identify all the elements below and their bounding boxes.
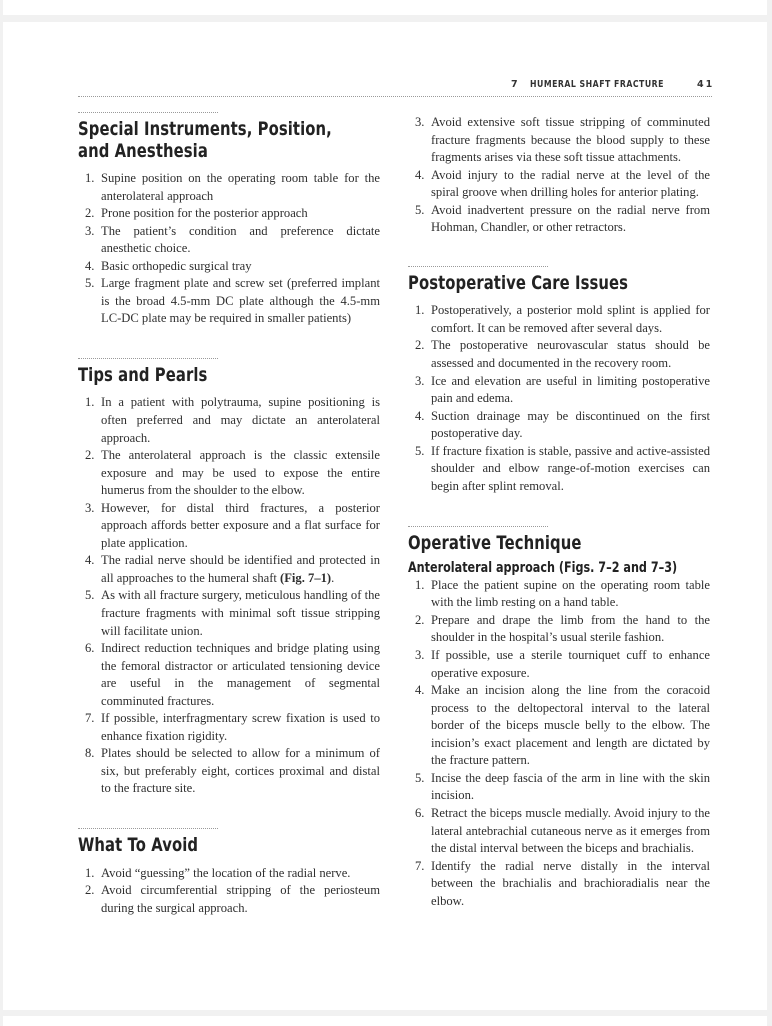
list-item-number: 4. <box>85 553 95 568</box>
list-item-number: 5. <box>85 588 95 603</box>
list-item-number: 5. <box>415 770 425 785</box>
list-item <box>408 373 710 408</box>
list-item-text: Prepare and drape the limb from the hand to the shoulder in the hospital’s usual sterile fashion. <box>431 612 710 645</box>
list-item-text: As with all fracture surgery, meticulous handling of the fracture fragments with minimal soft tissue stripping will facilitate union. <box>101 588 380 638</box>
numbered-list <box>78 865 380 918</box>
list-item-text: If possible, use a sterile tourniquet cuff to enhance operative exposure. <box>431 648 710 680</box>
list-item-text: Ice and elevation are useful in limiting postoperative pain and edema. <box>431 373 710 406</box>
list-item-number: 4. <box>415 167 425 182</box>
list-item <box>408 647 710 682</box>
numbered-list <box>408 114 710 237</box>
list-item-text: Indirect reduction techniques and bridge plating using the femoral distractor or articulated tensioning device are useful in the management of segmental comminuted fractures. <box>101 641 380 708</box>
left-column <box>78 112 380 917</box>
list-item <box>408 443 710 496</box>
list-item-text: Supine position on the operating room table for the anterolateral approach <box>101 171 380 203</box>
subsection-heading: Anterolateral approach (Figs. 7–2 and 7–3) <box>408 559 678 576</box>
list-item-number: 1. <box>415 577 425 592</box>
list-item-text: Avoid circumferential stripping of the periosteum during the surgical approach. <box>101 883 380 915</box>
list-item <box>78 205 380 223</box>
list-item <box>408 114 710 167</box>
list-item-number: 3. <box>415 373 425 388</box>
list-item <box>408 577 710 612</box>
numbered-list <box>78 394 380 798</box>
section-postoperative-care <box>408 266 710 496</box>
list-item-number: 7. <box>85 711 95 726</box>
list-item-text: Place the patient supine on the operating room table with the limb resting on a hand table. <box>431 577 710 610</box>
list-item-text: Postoperatively, a posterior mold splint is applied for comfort. It can be removed after several days. <box>431 303 710 335</box>
page-number: 41 <box>697 79 715 90</box>
section-heading: What To Avoid <box>78 834 199 856</box>
list-item <box>78 710 380 745</box>
list-item <box>408 202 710 237</box>
list-item <box>78 394 380 447</box>
list-item <box>78 447 380 500</box>
list-item-text: Avoid inadvertent pressure on the radial nerve from Hohman, Chandler, or other retractors. <box>431 202 710 235</box>
list-item-number: 2. <box>415 612 425 627</box>
list-item-text: Suction drainage may be discontinued on the first postoperative day. <box>431 408 710 441</box>
list-item <box>408 167 710 202</box>
previous-page-edge <box>3 0 767 15</box>
list-item <box>78 587 380 640</box>
list-item <box>78 223 380 258</box>
section-divider <box>78 112 218 113</box>
list-item-number: 4. <box>415 408 425 423</box>
list-item-number: 1. <box>85 395 95 410</box>
list-item-number: 2. <box>85 883 95 898</box>
chapter-number: 7 <box>511 79 519 90</box>
numbered-list <box>78 170 380 328</box>
numbered-list <box>408 302 710 495</box>
list-item <box>408 805 710 858</box>
list-item-text: Make an incision along the line from the coracoid process to the deltopectoral interval to the lateral border of the biceps muscle belly to the elbow. The incision’s exact placement and length are dictated by the fracture pattern. <box>431 683 710 768</box>
list-item <box>78 500 380 553</box>
list-item-number: 2. <box>415 338 425 353</box>
list-item-number: 8. <box>85 746 95 761</box>
list-item-number: 3. <box>415 648 425 663</box>
section-divider <box>408 266 548 267</box>
list-item-number: 4. <box>85 258 95 273</box>
list-item <box>78 258 380 276</box>
list-item-text: Identify the radial nerve distally in the interval between the brachialis and brachioradialis near the elbow. <box>431 858 710 908</box>
running-head <box>0 79 772 95</box>
list-item-text: Retract the biceps muscle medially. Avoid injury to the lateral antebrachial cutaneous nerve as it emerges from the distal interval between the biceps and brachialis. <box>431 805 710 856</box>
list-item-number: 7. <box>415 858 425 873</box>
list-item-number: 3. <box>85 500 95 515</box>
list-item <box>78 275 380 328</box>
list-item: 4. The radial nerve should be identified and protected in all approaches to the humeral shaft (Fig. 7–1). <box>85 553 380 585</box>
list-item <box>408 337 710 372</box>
list-item-text: Avoid injury to the radial nerve at the level of the spiral groove when drilling holes for anterior plating. <box>431 167 710 200</box>
list-item <box>408 858 710 911</box>
list-item-text: Avoid extensive soft tissue stripping of comminuted fracture fragments because the blood supply to these fragments arises via these soft tissue attachments. <box>431 115 710 165</box>
list-item <box>78 865 380 883</box>
list-item <box>408 682 710 770</box>
list-item-text: If fracture fixation is stable, passive and active-assisted shoulder and elbow range-of-motion exercises can begin after splint removal. <box>431 443 710 493</box>
list-item-text: Prone position for the posterior approach <box>101 206 308 221</box>
section-operative-technique <box>408 526 710 910</box>
section-heading: Postoperative Care Issues <box>408 271 629 294</box>
list-item <box>408 408 710 443</box>
list-item-number: 1. <box>415 303 425 318</box>
list-item-text: The radial nerve should be identified and protected in all approaches to the humeral shaft <box>101 553 380 585</box>
section-divider <box>408 526 548 527</box>
list-item-text: Basic orthopedic surgical tray <box>101 258 252 273</box>
section-what-to-avoid-continued <box>408 114 710 237</box>
list-item-text: Plates should be selected to allow for a minimum of six, but preferably eight, cortices proximal and distal to the fracture site. <box>101 746 380 796</box>
list-item <box>408 302 710 337</box>
list-item-text: The patient’s condition and preference dictate anesthetic choice. <box>101 223 380 256</box>
list-item <box>78 640 380 710</box>
chapter-title: HUMERAL SHAFT FRACTURE <box>530 79 664 90</box>
list-item-text: Large fragment plate and screw set (preferred implant is the broad 4.5-mm DC plate although the 4.5-mm LC-DC plate may be required in smaller patients) <box>101 276 380 326</box>
list-item-number: 6. <box>85 641 95 656</box>
section-divider <box>78 358 218 359</box>
list-item-number: 2. <box>85 448 95 463</box>
list-item-number: 2. <box>85 206 95 221</box>
list-item <box>408 612 710 647</box>
list-item-number: 5. <box>415 202 425 217</box>
right-column <box>408 114 710 910</box>
list-item-number: 4. <box>415 683 425 698</box>
section-heading: Special Instruments, Position, <box>78 118 332 140</box>
list-item-number: 3. <box>85 223 95 238</box>
list-item-text: The anterolateral approach is the classic extensile exposure and may be used to expose the entire humerus from the shoulder to the elbow. <box>101 448 380 498</box>
list-item-number: 5. <box>415 443 425 458</box>
section-heading-line2: and Anesthesia <box>78 139 208 162</box>
list-item-text: Avoid “guessing” the location of the radial nerve. <box>101 865 351 880</box>
section-heading: Operative Technique <box>408 532 582 555</box>
list-item-text: Incise the deep fascia of the arm in line with the skin incision. <box>431 770 710 803</box>
numbered-list <box>408 577 710 910</box>
section-what-to-avoid <box>78 828 380 917</box>
section-tips-and-pearls <box>78 358 380 798</box>
list-item-number: 6. <box>415 805 425 820</box>
list-item <box>78 745 380 798</box>
next-page-edge <box>3 1016 767 1026</box>
list-item-text: However, for distal third fractures, a posterior approach affords better exposure and a flat surface for plate application. <box>101 500 380 550</box>
section-special-instruments <box>78 112 380 328</box>
list-item <box>78 170 380 205</box>
list-item-text: In a patient with polytrauma, supine positioning is often preferred and may dictate an anterolateral approach. <box>101 395 380 445</box>
list-item-number: 3. <box>415 115 425 129</box>
figure-reference[interactable]: (Fig. 7–1) <box>280 570 332 585</box>
list-item-text: The postoperative neurovascular status should be assessed and documented in the recovery room. <box>431 338 710 370</box>
list-item <box>408 770 710 805</box>
list-item-number: 5. <box>85 276 95 291</box>
section-divider <box>78 828 218 829</box>
section-heading: Tips and Pearls <box>78 363 208 386</box>
header-divider <box>78 96 712 97</box>
list-item <box>78 882 380 917</box>
list-item-number: 1. <box>85 865 95 880</box>
list-item-text: If possible, interfragmentary screw fixation is used to enhance fixation rigidity. <box>101 711 380 743</box>
list-item-number: 1. <box>85 171 95 185</box>
